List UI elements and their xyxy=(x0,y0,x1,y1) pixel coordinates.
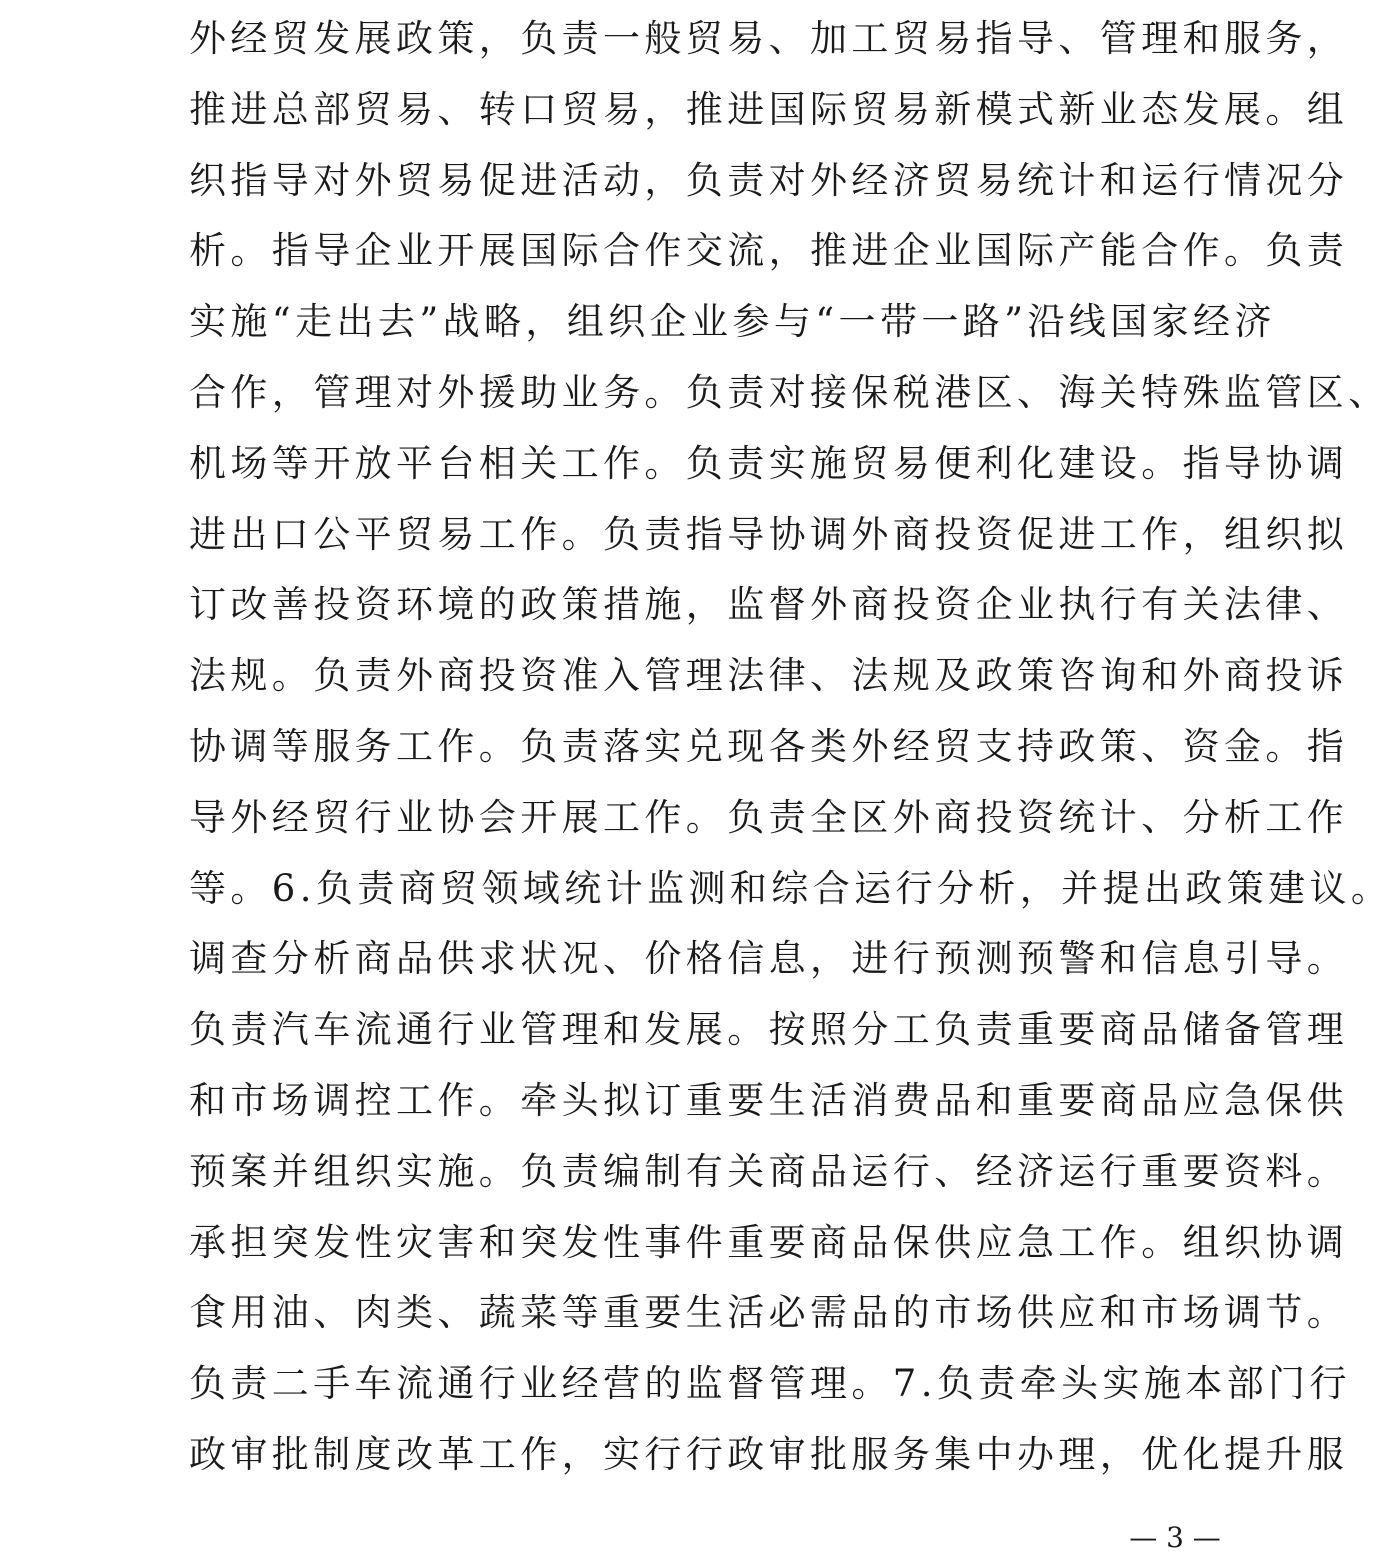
text-line: 政审批制度改革工作，实行行政审批服务集中办理，优化提升服 xyxy=(189,1432,1349,1476)
text-line: 和市场调控工作。牵头拟订重要生活消费品和重要商品应急保供 xyxy=(189,1078,1349,1122)
text-line: 负责汽车流通行业管理和发展。按照分工负责重要商品储备管理 xyxy=(189,1008,1349,1052)
text-line: 析。指导企业开展国际合作交流，推进企业国际产能合作。负责 xyxy=(189,229,1349,273)
text-line: 织指导对外贸易促进活动，负责对外经济贸易统计和运行情况分 xyxy=(189,158,1349,202)
text-line: 合作，管理对外援助业务。负责对接保税港区、海关特殊监管区、 xyxy=(189,370,1390,414)
text-line: 机场等开放平台相关工作。负责实施贸易便利化建设。指导协调 xyxy=(189,441,1349,485)
text-line: 等。6.负责商贸领域统计监测和综合运行分析，并提出政策建议。 xyxy=(189,866,1393,910)
text-line: 订改善投资环境的政策措施，监督外商投资企业执行有关法律、 xyxy=(189,583,1349,627)
text-line: 外经贸发展政策，负责一般贸易、加工贸易指导、管理和服务， xyxy=(189,17,1349,60)
text-line: 调查分析商品供求状况、价格信息，进行预测预警和信息引导。 xyxy=(189,937,1349,981)
text-line: 负责二手车流通行业经营的监督管理。7.负责牵头实施本部门行 xyxy=(189,1362,1351,1406)
text-line: 协调等服务工作。负责落实兑现各类外经贸支持政策、资金。指 xyxy=(189,724,1349,768)
text-line: 食用油、肉类、蔬菜等重要生活必需品的市场供应和市场调节。 xyxy=(189,1291,1349,1335)
text-line: 进出口公平贸易工作。负责指导协调外商投资促进工作，组织拟 xyxy=(189,512,1349,556)
page-number: — 3 — xyxy=(1129,1521,1221,1554)
body-text xyxy=(189,4,1393,1491)
text-line: 实施“走出去”战略，组织企业参与“一带一路”沿线国家经济 xyxy=(189,300,1276,344)
text-line: 预案并组织实施。负责编制有关商品运行、经济运行重要资料。 xyxy=(189,1149,1349,1193)
text-line: 法规。负责外商投资准入管理法律、法规及政策咨询和外商投诉 xyxy=(189,654,1349,698)
text-line: 推进总部贸易、转口贸易，推进国际贸易新模式新业态发展。组 xyxy=(189,87,1349,131)
text-line: 导外经贸行业协会开展工作。负责全区外商投资统计、分析工作 xyxy=(189,795,1349,839)
text-line: 承担突发性灾害和突发性事件重要商品保供应急工作。组织协调 xyxy=(189,1220,1349,1264)
